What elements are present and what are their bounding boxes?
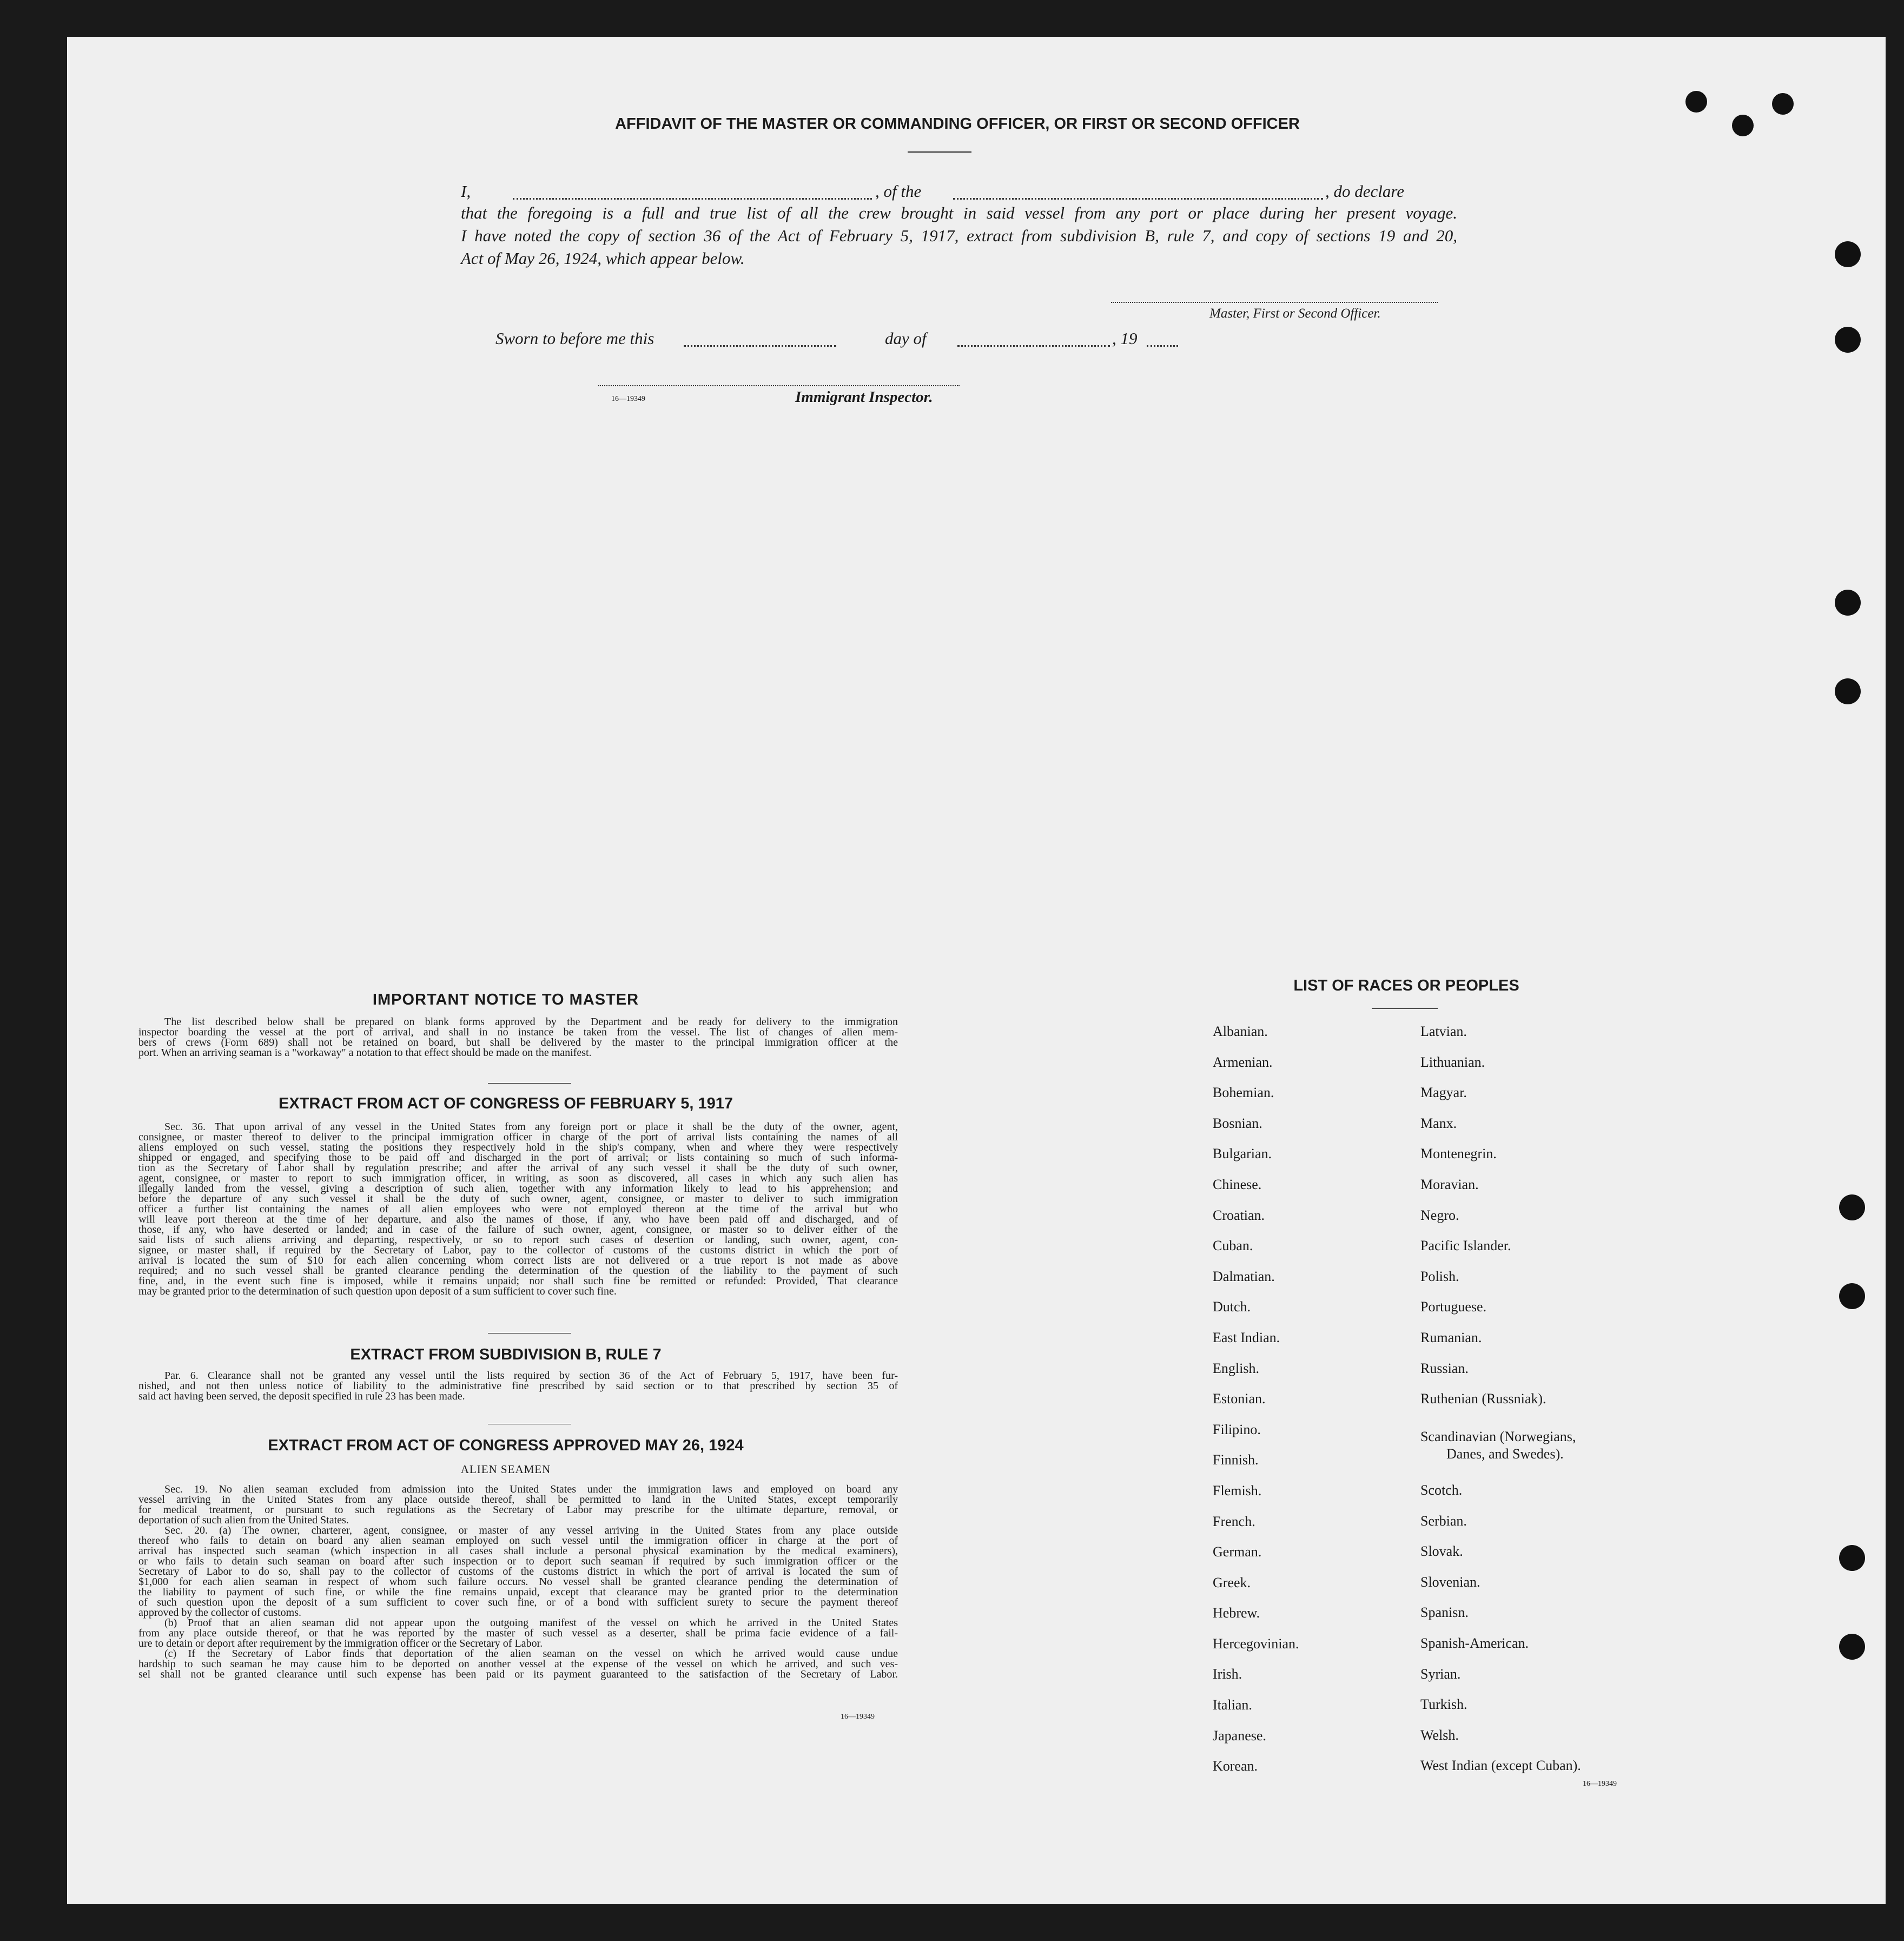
- races-right-column-b: [1420, 1482, 1581, 1788]
- sworn-day-label: day of: [885, 329, 927, 348]
- race-item: Manx.: [1420, 1115, 1457, 1131]
- race-item: Croatian.: [1213, 1207, 1265, 1223]
- declarant-prefix: I,: [461, 182, 471, 201]
- form-number-top: 16—19349: [611, 395, 645, 403]
- affidavit-line-1: [461, 182, 1457, 203]
- race-item: Magyar.: [1420, 1085, 1467, 1101]
- extract-rule7-line: said act having been served, the deposit specified in rule 23 has been made.: [138, 1390, 465, 1402]
- extract-1924-line: of such question upon the deposit of a sum sufficient to cover such fine, or of a bond with sufficient surety to secure the payment thereof: [138, 1596, 898, 1608]
- extract-1917-line: officer a further list containing the names of all alien employees who were not employed thereon at the time of the arrival but who: [138, 1203, 898, 1215]
- extract-1924-line: or who fails to detain such seaman on board after such inspection or to deport such seaman if required by such immigration officer or the: [138, 1555, 898, 1567]
- race-item: Lithuanian.: [1420, 1054, 1485, 1070]
- affidavit-line-3: I have noted the copy of section 36 of the Act of February 5, 1917, extract from subdivision B, rule 7, and copy of sections 19 and 20,: [461, 226, 1457, 245]
- race-item: English.: [1213, 1360, 1259, 1376]
- master-signature-caption: Master, First or Second Officer.: [1209, 306, 1381, 321]
- race-item: Chinese.: [1213, 1176, 1262, 1192]
- extract-rule7-body: [138, 1371, 898, 1402]
- race-item-line: Danes, and Swedes).: [1446, 1446, 1564, 1462]
- extract-1917-line: said lists of such aliens arriving and departing, respectively, or so to report such cases of desertion or landing, such owner, agent, con-: [138, 1234, 898, 1246]
- race-item: Bulgarian.: [1213, 1146, 1272, 1162]
- extract-rule7-line: nished, and not then unless notice of liability to the administrative fine prescribed by said section or to that prescribed by section 35 of: [138, 1380, 898, 1392]
- race-item: Bohemian.: [1213, 1085, 1274, 1101]
- inspector-caption: Immigrant Inspector.: [795, 388, 933, 406]
- race-item: Serbian.: [1420, 1513, 1467, 1529]
- extract-1917-line: aliens employed on such vessel, stating the positions they respectively hold in the ship's company, when and where they were respectively: [138, 1141, 898, 1153]
- notice-body: [138, 1017, 898, 1058]
- races-title: LIST OF RACES OR PEOPLES: [1293, 977, 1519, 994]
- extract-1924-line: Sec. 19. No alien seaman excluded from admission into the United States under the immigration laws and employed on board any: [164, 1483, 898, 1495]
- race-item: Italian.: [1213, 1697, 1252, 1713]
- extract-1924-line: hardship to such seaman he may cause him to be deported on another vessel at the expense of the vessel on which he arrived, and such ves-: [138, 1658, 898, 1670]
- race-item: Dalmatian.: [1213, 1268, 1275, 1284]
- race-item: French.: [1213, 1513, 1255, 1529]
- races-left-column: [1213, 1024, 1299, 1789]
- race-item: Hebrew.: [1213, 1605, 1260, 1621]
- race-item: Estonian.: [1213, 1391, 1266, 1407]
- race-item: West Indian (except Cuban).: [1420, 1758, 1581, 1774]
- race-item: German.: [1213, 1544, 1262, 1560]
- race-item: Russian.: [1420, 1360, 1469, 1376]
- affidavit-line-4: Act of May 26, 1924, which appear below.: [461, 249, 745, 268]
- extract-rule7-line: Par. 6. Clearance shall not be granted any vessel until the lists required by section 36 of the Act of February 5, 1917, have been fur-: [164, 1370, 898, 1382]
- races-divider: [1372, 1008, 1438, 1009]
- declare-label: , do declare: [1325, 182, 1405, 201]
- punch-hole: [1835, 241, 1861, 267]
- extract-1924-title: EXTRACT FROM ACT OF CONGRESS APPROVED MAY 26, 1924: [268, 1437, 744, 1454]
- race-item: East Indian.: [1213, 1329, 1280, 1345]
- punch-hole: [1839, 1283, 1865, 1309]
- race-item: Bosnian.: [1213, 1115, 1262, 1131]
- extract-1917-line: illegally landed from the vessel, giving a description of such alien, together with any information likely to lead to his apprehension; and: [138, 1183, 898, 1194]
- declarant-name-field[interactable]: [513, 198, 872, 200]
- vessel-name-field[interactable]: [953, 198, 1323, 200]
- sworn-month-field[interactable]: [957, 345, 1110, 347]
- race-item: Latvian.: [1420, 1024, 1467, 1039]
- punch-hole: [1839, 1194, 1865, 1220]
- race-item: Ruthenian (Russniak).: [1420, 1391, 1546, 1407]
- race-item: Filipino.: [1213, 1421, 1261, 1437]
- extract-1924-line: Sec. 20. (a) The owner, charterer, agent, consignee, or master of any vessel arriving in the United States from any place outside: [164, 1524, 898, 1536]
- race-item: Negro.: [1420, 1207, 1459, 1223]
- race-item: Irish.: [1213, 1666, 1242, 1682]
- punch-hole: [1835, 678, 1861, 704]
- races-right-column-a: [1420, 1024, 1546, 1422]
- inspector-signature-field[interactable]: [598, 385, 960, 386]
- extract-1924-subtitle: ALIEN SEAMEN: [460, 1463, 551, 1476]
- punch-hole: [1732, 115, 1754, 136]
- race-item: Pacific Islander.: [1420, 1238, 1511, 1254]
- notice-title: IMPORTANT NOTICE TO MASTER: [372, 991, 639, 1008]
- race-item-scandinavian: [1420, 1428, 1576, 1463]
- form-number-bottom-left: 16—19349: [841, 1713, 875, 1721]
- race-item: Cuban.: [1213, 1238, 1253, 1254]
- sworn-day-field[interactable]: [684, 345, 836, 347]
- extract-1917-line: consignee, or master thereof to deliver to the principal immigration officer in charge of the port of arrival lists containing the names of all: [138, 1131, 898, 1143]
- master-signature-field[interactable]: [1111, 302, 1438, 303]
- extract-1924-line: for medical treatment, or pursuant to such regulations as the Secretary of Labor may prescribe for the ultimate departure, removal, or: [138, 1504, 898, 1516]
- race-item: Syrian.: [1420, 1666, 1461, 1682]
- sworn-year-label: , 19: [1112, 329, 1138, 348]
- race-item: Armenian.: [1213, 1054, 1273, 1070]
- extract-1917-title: EXTRACT FROM ACT OF CONGRESS OF FEBRUARY 5, 1917: [278, 1095, 733, 1112]
- extract-1917-line: those, if any, who have deserted or landed; and in case of the failure of such owner, agent, consignee, or master so to deliver either of the: [138, 1224, 898, 1236]
- section-divider: [488, 1083, 571, 1084]
- extract-1924-line: deportation of such alien from the United States.: [138, 1514, 349, 1526]
- of-the-label: , of the: [875, 182, 922, 201]
- extract-1924-line: ure to detain or deport after requirement by the immigration officer or the Secretary of Labor.: [138, 1638, 543, 1649]
- race-item: Albanian.: [1213, 1024, 1268, 1039]
- race-item: Welsh.: [1420, 1727, 1459, 1743]
- race-item: Hercegovinian.: [1213, 1635, 1299, 1652]
- sworn-line: [495, 329, 1253, 351]
- race-item: Japanese.: [1213, 1727, 1266, 1744]
- race-item: Finnish.: [1213, 1452, 1259, 1468]
- extract-1917-body: [138, 1122, 898, 1297]
- race-item: Turkish.: [1420, 1696, 1467, 1713]
- punch-hole: [1685, 91, 1707, 113]
- extract-1924-line: arrival has inspected such seaman (which inspection in all cases shall include a personal physical examination by the medical examiners),: [138, 1545, 898, 1557]
- extract-1917-line: fine, and, in the event such fine is imposed, while it remains unpaid; nor shall such fine be remitted or refunded: Provided, That clearance: [138, 1275, 898, 1287]
- extract-1924-body: [138, 1484, 898, 1680]
- race-item: Scotch.: [1420, 1482, 1463, 1498]
- notice-line: port. When an arriving seaman is a "workaway" a notation to that effect should be made on the manifest.: [138, 1047, 592, 1059]
- race-item: Rumanian.: [1420, 1329, 1482, 1345]
- affidavit-line-2: that the foregoing is a full and true list of all the crew brought in said vessel from any port or place during her present voyage.: [461, 203, 1457, 222]
- extract-1917-line: Sec. 36. That upon arrival of any vessel in the United States from any foreign port or place it shall be the duty of the owner, agent,: [164, 1121, 898, 1133]
- race-item: Spanisn.: [1420, 1605, 1469, 1621]
- extract-1924-line: sel shall not be granted clearance until such expense has been paid or its payment guaranteed to the satisfaction of the Secretary of Labor.: [138, 1668, 898, 1680]
- extract-1924-line: (c) If the Secretary of Labor finds that deportation of the alien seaman on the vessel on which he arrived would cause undue: [164, 1648, 898, 1660]
- notice-line: inspector boarding the vessel at the port of arrival, and shall in no instance be taken from the vessel. The list of changes of alien mem-: [138, 1026, 898, 1038]
- race-item: Montenegrin.: [1420, 1146, 1497, 1162]
- extract-rule7-title: EXTRACT FROM SUBDIVISION B, RULE 7: [350, 1346, 662, 1363]
- extract-1924-line: $1,000 for each alien seaman in respect of whom such failure occurs. No vessel shall be granted clearance pending the determination of: [138, 1576, 898, 1588]
- punch-hole: [1772, 93, 1794, 115]
- race-item: Polish.: [1420, 1268, 1459, 1284]
- form-number-bottom-right: 16—19349: [1583, 1780, 1617, 1788]
- punch-hole: [1839, 1545, 1865, 1571]
- race-item: Moravian.: [1420, 1176, 1479, 1192]
- extract-1924-line: approved by the collector of customs.: [138, 1607, 302, 1619]
- sworn-year-field[interactable]: [1147, 345, 1178, 347]
- affidavit-title: AFFIDAVIT OF THE MASTER OR COMMANDING OFFICER, OR FIRST OR SECOND OFFICER: [615, 115, 1300, 133]
- race-item: Korean.: [1213, 1758, 1258, 1774]
- punch-hole: [1839, 1634, 1865, 1660]
- race-item: Portuguese.: [1420, 1299, 1487, 1315]
- race-item-line: Scandinavian (Norwegians,: [1420, 1429, 1576, 1444]
- race-item: Slovak.: [1420, 1543, 1463, 1560]
- extract-1917-line: shipped or engaged, and specifying those to be paid off and discharged in the port of arrival; or lists containing so much of such informa-: [138, 1152, 898, 1164]
- sworn-prefix: Sworn to before me this: [495, 329, 654, 348]
- extract-1924-line: vessel arriving in the United States from any place outside thereof, shall be permitted to land in the United States, except temporarily: [138, 1494, 898, 1506]
- race-item: Spanish-American.: [1420, 1635, 1529, 1651]
- extract-1924-line: Secretary of Labor to do so, shall pay to the collector of customs of the customs district in which the port of arrival is located the sum of: [138, 1566, 898, 1577]
- notice-line: The list described below shall be prepared on blank forms approved by the Department and be ready for delivery to the immigration: [164, 1016, 898, 1028]
- race-item: Dutch.: [1213, 1299, 1251, 1315]
- extract-1917-line: may be granted prior to the determination of such question upon deposit of a sum sufficient to cover such fine.: [138, 1285, 617, 1297]
- extract-1924-line: from any place outside thereof, or that he was reported by the master of such vessel as a deserter, shall be prima facie evidence of a fail-: [138, 1627, 898, 1639]
- extract-1917-line: before the departure of any such vessel it shall be the duty of such owner, agent, consignee, or master to deliver to such immigration: [138, 1193, 898, 1205]
- extract-1917-line: signee, or master shall, if required by the Secretary of Labor, pay to the collector of customs of the customs district in which the port of: [138, 1244, 898, 1256]
- punch-hole: [1835, 327, 1861, 353]
- extract-1917-line: will leave port thereon at the time of her departure, and also the names of those, if any, who have been paid off and discharged, and of: [138, 1213, 898, 1225]
- race-item: Slovenian.: [1420, 1574, 1480, 1590]
- punch-hole: [1835, 590, 1861, 616]
- race-item: Flemish.: [1213, 1482, 1262, 1498]
- extract-1924-line: the liability to payment of such fine, or while the fine remains unpaid, except that clearance may be granted prior to the determination: [138, 1586, 898, 1598]
- title-divider: [908, 151, 971, 153]
- extract-1917-line: arrival is located the sum of $10 for each alien concerning whom correct lists are not delivered or a true report is not made as above: [138, 1255, 898, 1266]
- extract-1917-line: tion as the Secretary of Labor shall by regulation prescribe; and after the arrival of any such vessel it shall be the duty of such owner,: [138, 1162, 898, 1174]
- race-item: Greek.: [1213, 1574, 1251, 1590]
- extract-1924-line: thereof who fails to detain on board any alien seaman employed on such vessel until the immigration officer in charge at the port of: [138, 1535, 898, 1547]
- extract-1917-line: required; and no such vessel shall be granted clearance pending the determination of the question of the liability to the payment of such: [138, 1265, 898, 1277]
- extract-1924-line: (b) Proof that an alien seaman did not appear upon the outgoing manifest of the vessel on which he arrived in the United States: [164, 1617, 898, 1629]
- extract-1917-line: agent, consignee, or master to report to such immigration officer, in writing, as soon as discovered, all cases in which any such alien has: [138, 1172, 898, 1184]
- notice-line: bers of crews (Form 689) shall not be retained on board, but shall be delivered by the master to the principal immigration officer at the: [138, 1036, 898, 1048]
